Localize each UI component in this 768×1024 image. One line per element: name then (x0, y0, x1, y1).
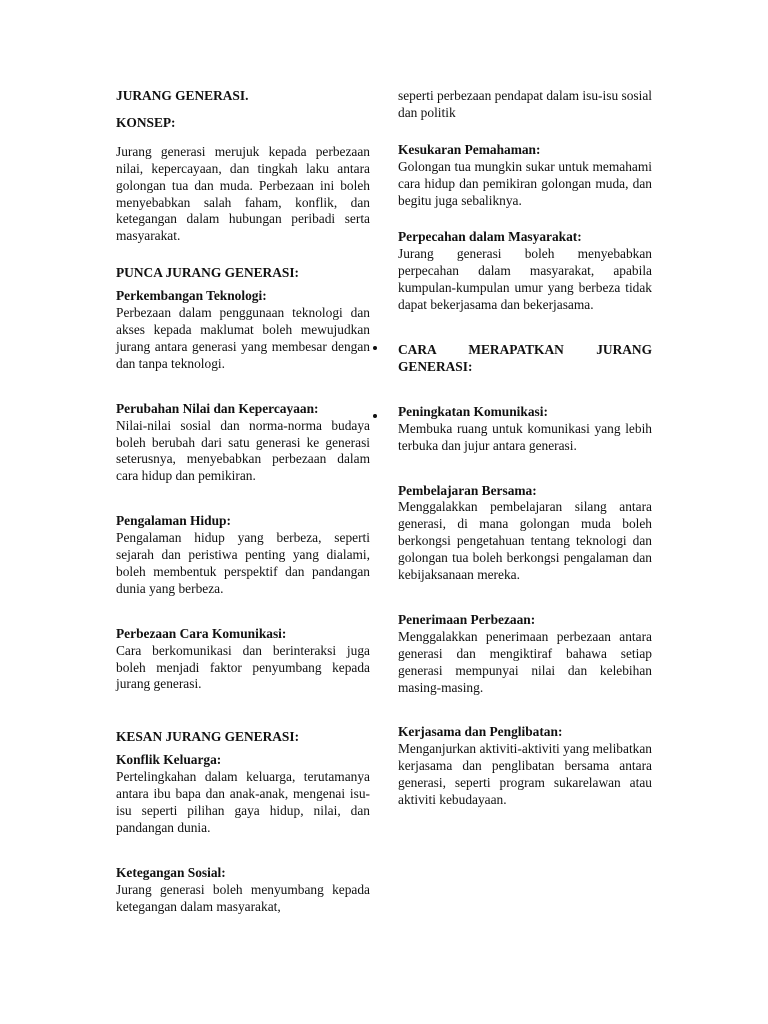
cara-item-heading: Peningkatan Komunikasi: (398, 403, 548, 419)
right-column (398, 88, 652, 809)
kesan-item-heading: Perpecahan dalam Masyarakat: (398, 229, 582, 245)
kesan-item-text: Pertelingkahan dalam keluarga, terutamanya antara ibu bapa dan anak-anak, mengenai isu-isu seperti pilihan gaya hidup, nilai, dan pandangan dunia. (116, 769, 370, 835)
punca-item-heading: Pengalaman Hidup: (116, 513, 231, 529)
punca-heading: PUNCA JURANG GENERASI: (116, 265, 300, 281)
cara-item-text: Menganjurkan aktiviti-aktiviti yang melibatkan kerjasama dan penglibatan bersama antara generasi, seperti program sukarelawan atau aktiviti kebudayaan. (398, 741, 652, 808)
kesan-item-heading: Konflik Keluarga: (116, 752, 222, 768)
punca-item-text: Nilai-nilai sosial dan norma-norma budaya boleh berubah dari satu generasi ke generasi seterusnya, menyebabkan perbezaan dalam cara hidup dan pemikiran. (116, 417, 370, 484)
document-title: JURANG GENERASI. (116, 88, 249, 103)
cara-item-heading: Kerjasama dan Penglibatan: (398, 724, 563, 740)
bullet-dot (373, 414, 377, 418)
kesan-item-text: Golongan tua mungkin sukar untuk memahami cara hidup dan pemikiran golongan muda, dan begitu juga sebaliknya. (398, 158, 652, 208)
cara-heading: CARA MERAPATKAN JURANG GENERASI: (398, 341, 652, 374)
punca-item-text: Cara berkomunikasi dan berinteraksi juga boleh menjadi faktor penyumbang kepada jurang generasi. (116, 642, 370, 692)
punca-item-heading: Perubahan Nilai dan Kepercayaan: (116, 400, 319, 416)
cara-item-heading: Penerimaan Perbezaan: (398, 611, 536, 627)
bullet-dot (373, 346, 377, 350)
punca-item-heading: Perkembangan Teknologi: (116, 288, 267, 304)
kesan-heading: KESAN JURANG GENERASI: (116, 729, 300, 745)
cara-item-text: Menggalakkan pembelajaran silang antara generasi, di mana golongan muda boleh berkongsi pengetahuan tentang teknologi dan golongan tua boleh berkongsi pengalaman dan kebijaksanaan mereka. (398, 499, 652, 583)
cara-item-heading: Pembelajaran Bersama: (398, 482, 537, 498)
continuation-paragraph: seperti perbezaan pendapat dalam isu-isu sosial dan politik (398, 88, 652, 120)
konsep-heading: KONSEP: (116, 114, 176, 130)
cara-item-text: Menggalakkan penerimaan perbezaan antara generasi dan mengiktiraf bahawa setiap generasi mempunyai nilai dan kelebihan masing-masing. (398, 628, 652, 695)
left-column (116, 88, 370, 916)
kesan-item-heading: Kesukaran Pemahaman: (398, 141, 541, 157)
punca-item-text: Perbezaan dalam penggunaan teknologi dan akses kepada maklumat boleh mewujudkan jurang antara generasi yang membesar dengan dan tanpa teknologi. (116, 305, 370, 371)
konsep-paragraph: Jurang generasi merujuk kepada perbezaan nilai, kepercayaan, dan tingkah laku antara golongan tua dan muda. Perbezaan ini boleh menyebabkan salah faham, konflik, dan ketegangan dalam hubungan peribadi serta masyarakat. (116, 143, 370, 244)
kesan-item-heading: Ketegangan Sosial: (116, 864, 226, 880)
cara-item-text: Membuka ruang untuk komunikasi yang lebih terbuka dan jujur antara generasi. (398, 420, 652, 453)
punca-item-heading: Perbezaan Cara Komunikasi: (116, 625, 287, 641)
punca-item-text: Pengalaman hidup yang berbeza, seperti sejarah dan peristiwa penting yang dialami, boleh membentuk perspektif dan pandangan dunia yang berbeza. (116, 530, 370, 596)
kesan-item-text: Jurang generasi boleh menyebabkan perpecahan dalam masyarakat, apabila kumpulan-kumpulan umur yang berbeza tidak dapat bekerjasama dan bekerjasama. (398, 246, 652, 313)
kesan-item-text: Jurang generasi boleh menyumbang kepada ketegangan dalam masyarakat, (116, 881, 370, 914)
